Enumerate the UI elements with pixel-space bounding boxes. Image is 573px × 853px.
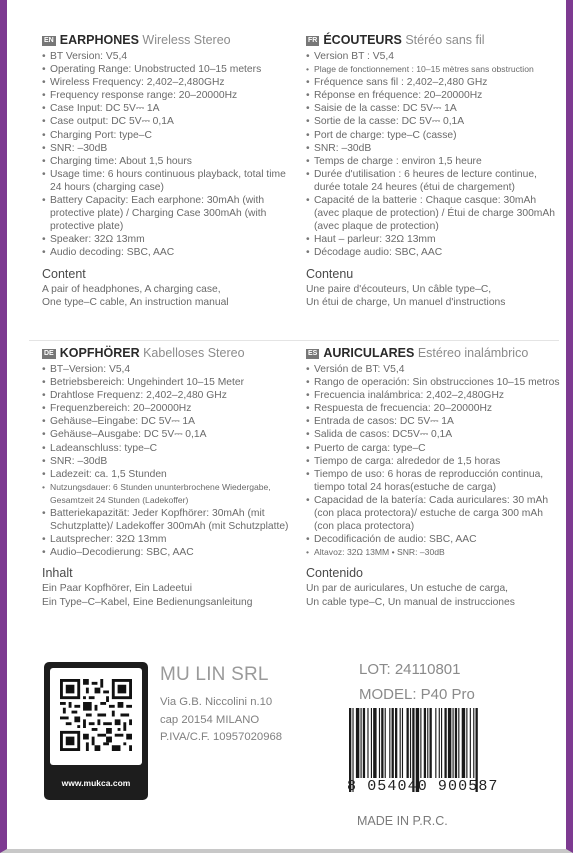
spec-item: • Respuesta de frecuencia: 20–20000Hz [306, 402, 564, 415]
barcode-bar [373, 708, 376, 778]
spec-item: • BT Version: V5,4 [42, 50, 300, 63]
spec-item: • Batteriekapazität: Jeder Kopfhörer: 30mAh (mit Schutzplatte)/ Ladekoffer 300mAh (mit Schutzplatte) [42, 507, 300, 533]
spec-item: • Ladezeit: ca. 1,5 Stunden [42, 468, 300, 481]
spec-item: • Gehäuse–Eingabe: DC 5V⎓ 1A [42, 415, 300, 428]
barcode-bar [395, 708, 397, 778]
barcode-bar [385, 708, 386, 778]
spec-item: • Audio–Decodierung: SBC, AAC [42, 546, 300, 559]
barcode-bar [379, 708, 380, 778]
spec-item: • Tiempo de uso: 6 horas de reproducción continua, tiempo total 24 horas(estuche de carga) [306, 468, 564, 494]
barcode-bar [389, 708, 390, 778]
spec-item: • BT–Version: V5,4 [42, 363, 300, 376]
made-in-label: MADE IN P.R.C. [357, 814, 448, 828]
spec-item: • Wireless Frequency: 2,402–2,480GHz [42, 76, 300, 89]
section-subtitle: Stéréo sans fil [405, 33, 485, 47]
content-line: A pair of headphones, A charging case, [42, 283, 221, 295]
spec-item: • Gehäuse–Ausgabe: DC 5V⎓ 0,1A [42, 428, 300, 441]
barcode-bar [407, 708, 409, 778]
section-heading [42, 33, 300, 47]
spec-item: • SNR: –30dB [42, 142, 300, 155]
content-line: Un étui de charge, Un manuel d'instructions [306, 296, 506, 308]
content-title: Contenido [306, 566, 363, 581]
spec-item: • Altavoz: 32Ω 13MM • SNR: –30dB [306, 546, 564, 559]
spec-list [306, 363, 564, 559]
barcode-bar [420, 708, 421, 778]
content-line: Ein Paar Kopfhörer, Ein Ladeetui [42, 583, 192, 595]
barcode-bar [402, 708, 403, 778]
barcode-bar [392, 708, 394, 778]
content-line: Ein Type–C–Kabel, Eine Bedienungsanleitung [42, 596, 253, 608]
barcode-bar [455, 708, 457, 778]
spec-item: • Version BT : V5,4 [306, 50, 564, 63]
section-heading [306, 346, 564, 360]
spec-item: • Audio decoding: SBC, AAC [42, 246, 300, 259]
barcode-bar [400, 708, 401, 778]
company-name: MU LIN SRL [160, 664, 269, 685]
barcode-bar [470, 708, 471, 778]
barcode-digits: 8 054040 900587 [347, 778, 499, 795]
barcode-bar [444, 708, 446, 778]
spec-item: • Haut – parleur: 32Ω 13mm [306, 233, 564, 246]
spec-item: • Ladeanschluss: type–C [42, 442, 300, 455]
barcode-bar [430, 708, 432, 778]
content-title: Inhalt [42, 566, 73, 581]
barcode-bar [356, 708, 359, 778]
spec-item: • Rango de operación: Sin obstrucciones 10–15 metros [306, 376, 564, 389]
section-heading [306, 33, 564, 47]
spec-item: • Lautsprecher: 32Ω 13mm [42, 533, 300, 546]
spec-item: • Réponse en fréquence: 20–20000Hz [306, 89, 564, 102]
address-line: P.IVA/C.F. 10957020968 [160, 731, 283, 743]
spec-item: • Capacité de la batterie : Chaque casque: 30mAh (avec plaque de protection) / Étui de charge 300mAh (avec plaque de protection) [306, 194, 564, 233]
spec-item: • Puerto de carga: type–C [306, 442, 564, 455]
content-line: Un par de auriculares, Un estuche de carga, [306, 583, 509, 595]
website-url: www.mukca.com [61, 778, 131, 788]
model-number: MODEL: P40 Pro [359, 686, 475, 703]
section-title: AURICULARES [323, 346, 415, 360]
barcode-bar [361, 708, 362, 778]
language-badge: EN [44, 37, 54, 44]
language-badge: FR [308, 37, 318, 44]
barcode-bar [448, 708, 451, 778]
barcode-bar [473, 708, 474, 778]
spec-item: • Capacidad de la batería: Cada auriculares: 30 mAh (con placa protectora)/ estuche de carga 300 mAh (con placa protectora) [306, 494, 564, 533]
language-badge: ES [308, 350, 318, 357]
qr-code [50, 668, 142, 765]
spec-item: • Betriebsbereich: Ungehindert 10–15 Meter [42, 376, 300, 389]
section-divider [29, 340, 559, 341]
content-title: Contenu [306, 266, 354, 281]
spec-item: • SNR: –30dB [306, 142, 564, 155]
address-line: Via G.B. Niccolini n.10 [160, 696, 273, 708]
spec-item: • Charging time: About 1,5 hours [42, 155, 300, 168]
spec-item: • Sortie de la casse: DC 5V⎓ 0,1A [306, 115, 564, 128]
spec-item: • Versión de BT: V5,4 [306, 363, 564, 376]
spec-item: • Saisie de la casse: DC 5V⎓ 1A [306, 102, 564, 115]
barcode-bar [410, 708, 411, 778]
spec-item: • Decodificación de audio: SBC, AAC [306, 533, 564, 546]
barcode-bar [367, 708, 368, 778]
section-spanish [306, 346, 564, 609]
spec-item: • Plage de fonctionnement : 10–15 mètres sans obstruction [306, 63, 564, 76]
spec-item: • Fréquence sans fil : 2,402–2,480 GHz [306, 76, 564, 89]
barcode-bar [462, 708, 465, 778]
spec-item: • Port de charge: type–C (casse) [306, 129, 564, 142]
section-heading [42, 346, 300, 360]
barcode-bar [466, 708, 467, 778]
spec-item: • Charging Port: type–C [42, 129, 300, 142]
spec-item: • Usage time: 6 hours continuous playback, total time 24 hours (charging case) [42, 168, 300, 194]
spec-item: • Case Input: DC 5V⎓ 1A [42, 102, 300, 115]
spec-item: • Salida de casos: DC5V⎓ 0,1A [306, 428, 564, 441]
section-title: KOPFHÖRER [59, 346, 140, 360]
spec-item: • Drahtlose Frequenz: 2,402–2,480 GHz [42, 389, 300, 402]
section-subtitle: Estéreo inalámbrico [417, 346, 529, 360]
spec-list [42, 50, 300, 260]
barcode-bar [439, 708, 440, 778]
qr-code-card [44, 662, 148, 800]
spec-item: • Nutzungsdauer: 6 Stunden ununterbrochene Wiedergabe, Gesamtzeit 24 Stunden (Ladekoffer) [42, 481, 300, 507]
language-badge: DE [44, 350, 54, 357]
spec-item: • Entrada de casos: DC 5V⎓ 1A [306, 415, 564, 428]
section-title: EARPHONES [59, 33, 139, 47]
spec-item: • Frequency response range: 20–20000Hz [42, 89, 300, 102]
spec-item: • Durée d'utilisation : 6 heures de lecture continue, durée totale 24 heures (étui de chargement) [306, 168, 564, 194]
section-subtitle: Kabelloses Stereo [143, 346, 245, 360]
address-line: cap 20154 MILANO [160, 713, 260, 726]
barcode-bar [435, 708, 436, 778]
barcode-bar [424, 708, 426, 778]
spec-item: • Frequenzbereich: 20–20000Hz [42, 402, 300, 415]
spec-item: • Speaker: 32Ω 13mm [42, 233, 300, 246]
spec-item: • SNR: –30dB [42, 455, 300, 468]
spec-item: • Décodage audio: SBC, AAC [306, 246, 564, 259]
barcode-bar [441, 708, 442, 778]
lot-number: LOT: 24110801 [359, 661, 461, 678]
content-line: Une paire d'écouteurs, Un câble type–C, [306, 283, 492, 295]
spec-item: • Case output: DC 5V⎓ 0,1A [42, 115, 300, 128]
content-line: Un cable type–C, Un manual de instrucciones [306, 596, 515, 608]
spec-item: • Temps de charge : environ 1,5 heure [306, 155, 564, 168]
spec-list [306, 50, 564, 260]
barcode-bar [453, 708, 454, 778]
spec-item: • Battery Capacity: Each earphone: 30mAh (with protective plate) / Charging Case 300mAh (with protective plate) [42, 194, 300, 233]
spec-item: • Tiempo de carga: alrededor de 1,5 horas [306, 455, 564, 468]
section-title: ÉCOUTEURS [323, 33, 402, 47]
section-subtitle: Wireless Stereo [142, 33, 231, 47]
barcode-bar [371, 708, 372, 778]
section-german [42, 346, 300, 609]
barcode-bar [458, 708, 459, 778]
section-french [306, 33, 564, 309]
spec-list [42, 363, 300, 559]
barcode-bar [427, 708, 428, 778]
content-title: Content [42, 266, 86, 281]
spec-item: • Operating Range: Unobstructed 10–15 meters [42, 63, 300, 76]
barcode-bar [381, 708, 383, 778]
section-english [42, 33, 300, 309]
barcode-bar [363, 708, 365, 778]
company-info [160, 664, 282, 747]
qr-code-icon [60, 679, 132, 751]
spec-item: • Frecuencia inalámbrica: 2,402–2,480GHz [306, 389, 564, 402]
content-line: One type–C cable, An instruction manual [42, 296, 229, 308]
